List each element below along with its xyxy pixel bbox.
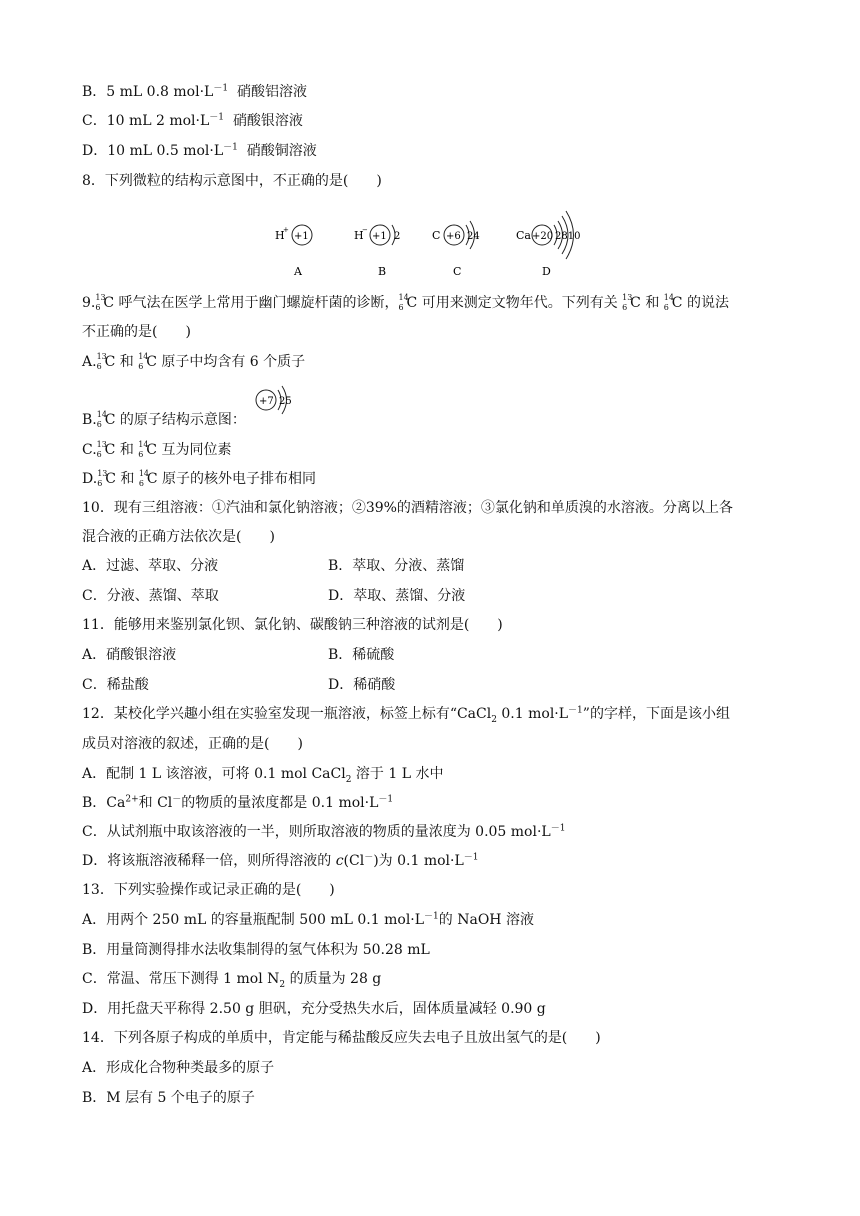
diagram-d [516, 211, 580, 278]
isotope-14c: 14 6 [663, 293, 674, 312]
q11-option-a: A．硝酸银溶液 [82, 647, 177, 663]
diagram-d-shells: 2810 [555, 231, 581, 242]
diagram-a [275, 225, 312, 278]
q8-stem: 8．下列微粒的结构示意图中，不正确的是( ) [82, 173, 382, 189]
q10-stem-line2: 混合液的正确方法依次是( ) [82, 529, 275, 545]
q9-b-shells: 25 [279, 396, 292, 407]
q9-option-a: A. 13 6 C 和 14 6 C 原子中均含有 6 个质子 [82, 352, 306, 371]
q14-option-a: A．形成化合物种类最多的原子 [82, 1060, 275, 1076]
isotope-14c: 14 6 [398, 293, 409, 312]
q12-stem-line1: 12．某校化学兴趣小组在实验室发现一瓶溶液，标签上标有“CaCl$_2$ 0.1 $mol\cdot L^{-1}$”的字样，下面是该小组 [82, 705, 730, 725]
diagram-b-label: B [378, 265, 387, 278]
q9-b-structure-diagram [252, 383, 294, 423]
diagram-a-symbol: H [275, 229, 285, 242]
q9-stem-line1: 9. 13 6 C 呼气法在医学上常用于幽门螺旋杆菌的诊断， 14 6 C 可用来测定文物年代。下列有关 13 6 C 和 14 6 C 的说法 [82, 293, 729, 312]
diagram-a-nucleus: +1 [294, 231, 309, 242]
q11-option-c: C．稀盐酸 [82, 677, 149, 693]
q9-option-c: C. 13 6 C 和 14 6 C 互为同位素 [82, 440, 232, 459]
q13-option-d: D．用托盘天平称得 2.50 g 胆矾，充分受热失水后，固体质量减轻 0.90 g [82, 1001, 546, 1017]
q13-option-b: B．用量筒测得排水法收集制得的氢气体积为 50.28 mL [82, 942, 430, 958]
q13-stem: 13．下列实验操作或记录正确的是( ) [82, 882, 335, 898]
diagram-c-nucleus: +6 [446, 231, 461, 242]
isotope-13c: 13 6 [95, 293, 106, 312]
q9-option-b: B. 14 6 C 的原子结构示意图： [82, 410, 246, 429]
diagram-c-label: C [453, 265, 462, 278]
diagram-b-charge: − [362, 226, 368, 234]
diagram-b-shells: 2 [394, 231, 401, 242]
diagram-b-symbol: H [354, 229, 364, 242]
q10-option-a: A．过滤、萃取、分液 [82, 558, 219, 574]
diagram-d-symbol: Ca [516, 229, 531, 242]
q9-stem-line2: 不正确的是( ) [82, 324, 191, 340]
q11-option-d: D．稀硝酸 [328, 677, 396, 693]
q10-option-c: C．分液、蒸馏、萃取 [82, 588, 219, 604]
diagram-d-label: D [542, 265, 551, 278]
diagram-c [432, 221, 480, 278]
q10-stem-line1: 10．现有三组溶液：①汽油和氯化钠溶液；②39%的酒精溶液；③氯化钠和单质溴的水溶液。分离以上各 [82, 500, 733, 516]
diagram-c-symbol: C [432, 229, 441, 242]
diagram-b-nucleus: +1 [372, 231, 387, 242]
diagram-a-label: A [294, 265, 302, 278]
q7-option-c: C．10 mL 2 $mol\cdot L^{-1}$ 硝酸银溶液 [82, 112, 303, 129]
diagram-c-shells: 24 [467, 231, 480, 242]
q10-option-d: D．萃取、蒸馏、分液 [328, 588, 466, 604]
q12-option-b: B．$Ca^{2+}$和 Cl－的物质的量浓度都是 0.1 $mol\cdot L^{-1}$ [82, 794, 394, 811]
q7-option-d: D．10 mL 0.5 $mol\cdot L^{-1}$ 硝酸铜溶液 [82, 142, 317, 159]
q12-option-c: C．从试剂瓶中取该溶液的一半，则所取溶液的物质的量浓度为 0.05 $mol\cdot L^{-1}$ [82, 823, 566, 840]
q13-option-c: C．常温、常压下测得 1 mol $N_2$ 的质量为 28 g [82, 971, 382, 990]
q14-stem: 14．下列各原子构成的单质中，肯定能与稀盐酸反应失去电子且放出氢气的是( ) [82, 1030, 601, 1046]
q14-option-b: B．M 层有 5 个电子的原子 [82, 1090, 255, 1106]
q11-stem: 11．能够用来鉴别氯化钡、氯化钠、碳酸钠三种溶液的试剂是( ) [82, 617, 503, 633]
q12-stem-line2: 成员对溶液的叙述，正确的是( ) [82, 736, 303, 752]
q7-option-b: B．5 mL 0.8 $mol\cdot L^{-1}$ 硝酸铝溶液 [82, 83, 307, 100]
q9-option-d: D. 13 6 C 和 14 6 C 原子的核外电子排布相同 [82, 469, 316, 488]
q9-b-nucleus: +7 [259, 396, 274, 407]
q10-option-b: B．萃取、分液、蒸馏 [328, 558, 465, 574]
q8-structure-diagrams [270, 208, 600, 280]
q12-option-d: D．将该瓶溶液稀释一倍，则所得溶液的 c(Cl－)为 0.1 $mol\cdot L^{-1}$ [82, 852, 479, 869]
diagram-b [354, 225, 400, 278]
diagram-d-nucleus: +20 [532, 231, 554, 242]
q12-option-a: A．配制 1 L 该溶液，可将 0.1 mol CaCl$_2$ 溶于 1 L 水中 [82, 766, 444, 785]
isotope-13c: 13 6 [622, 293, 633, 312]
diagram-a-charge: + [283, 226, 289, 234]
q11-option-b: B．稀硫酸 [328, 647, 395, 663]
q13-option-a: A．用两个 250 mL 的容量瓶配制 500 mL 0.1 $mol\cdot L^{-1}$的 NaOH 溶液 [82, 911, 534, 928]
